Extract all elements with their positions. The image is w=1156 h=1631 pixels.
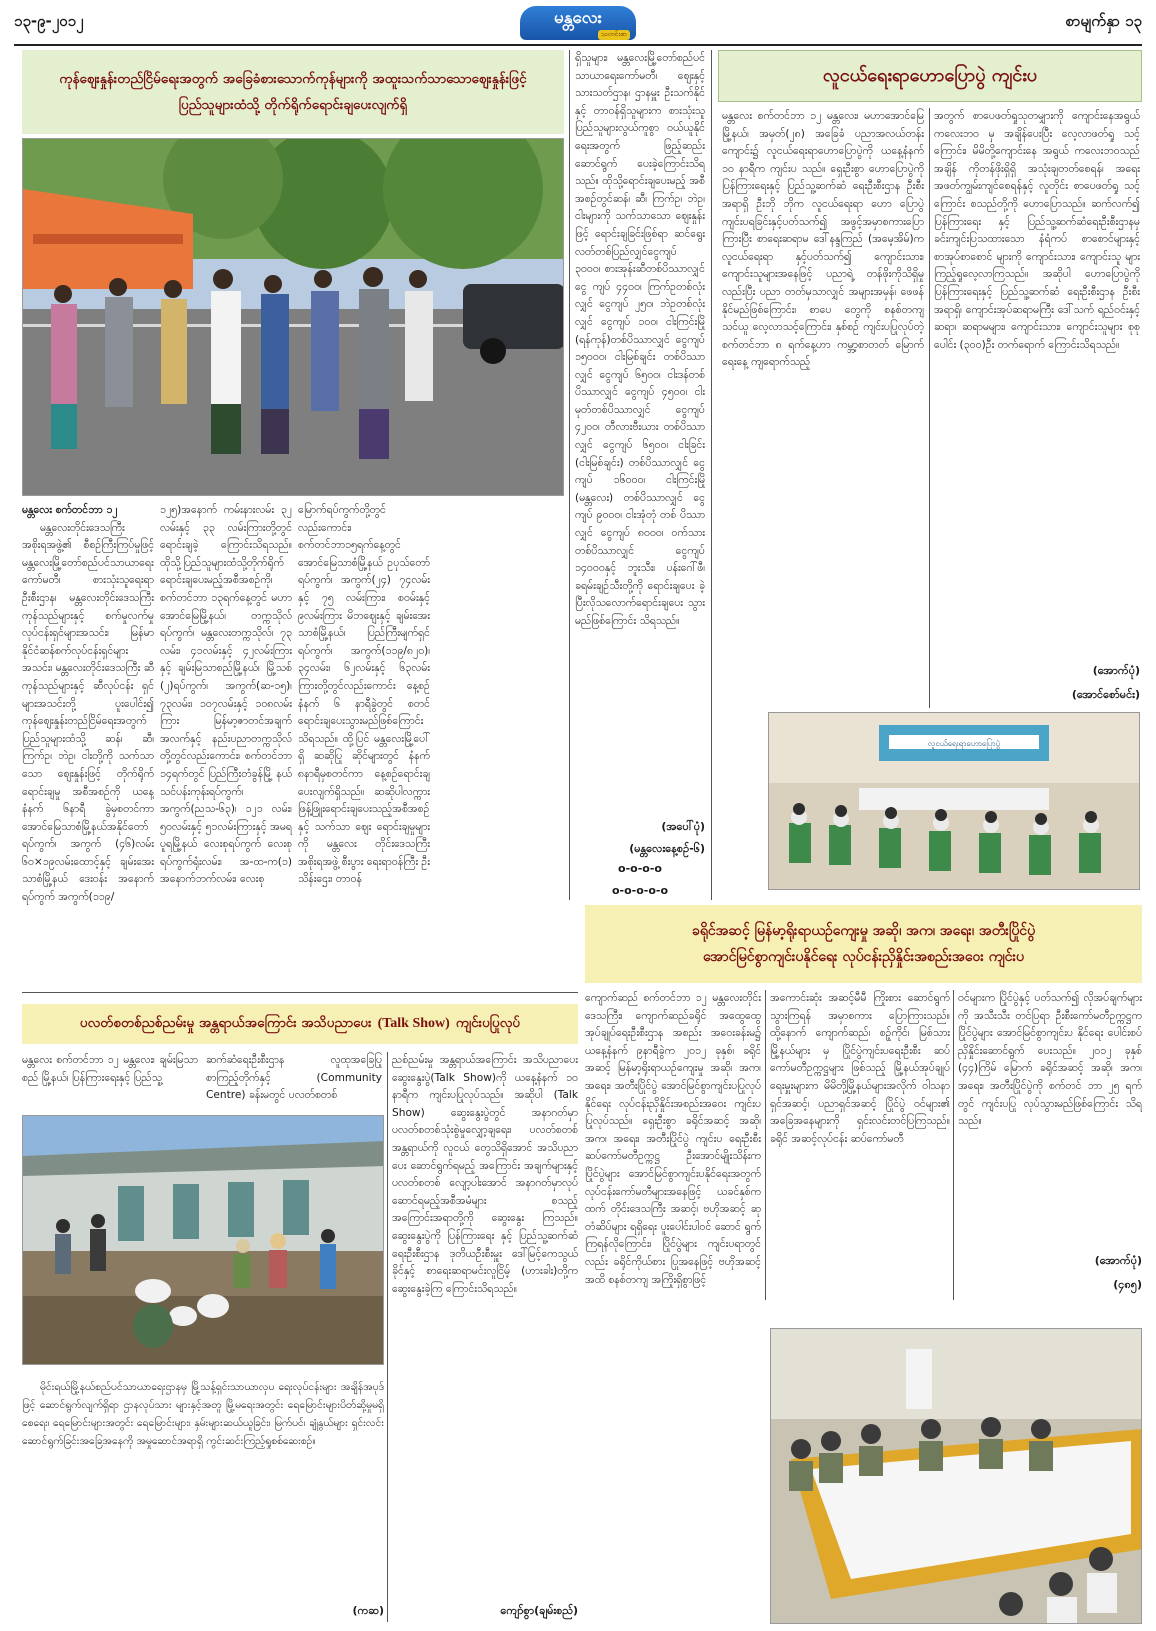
column-rule-a2 bbox=[711, 50, 712, 900]
article3-col2-text: အကောင်းဆုံး အဆင့်မီမီ ကြိုးစား ဆောင်ရွက်သွားကြရန် အမှာစကား ပြောကြားသည်။ ထို့နောက် ကျောက်ဆည်၊ စဉ့်ကိုင်၊ မြစ်သားမြို့နယ်များ မှ ပြိုင်ပွဲကျင်းပရေးဦးစီး ဆပ် ကော်မတီဥက္ကဋ္ဌများ ဖြစ်သည့် မြို့နယ်အုပ်ချုပ်ရေးမှူးများက မိမိတို့မြို့နယ်များအလိုက် ဝါသနာ ရှင်အဆင့်၊ ပညာရှင်အဆင့် ပြိုင်ပွဲ ဝင်များ၏ အခြေအနေများကို ရှင်းလင်းတင်ပြကြသည်။ ခရိုင် အဆင့်လုပ်ငန်း ဆပ်ကော်မတီ bbox=[770, 992, 950, 1145]
page-number: စာမျက်နှာ ၁၃ bbox=[1065, 12, 1142, 30]
article3-sig1: (အောက်ပုံ) bbox=[1094, 1254, 1142, 1267]
article4-col1-text: မန္တလေး စက်တင်ဘာ ၁၂ မန္တလေး၊ ချမ်းမြသာစည် မြို့နယ်၊ ပြန်ကြားရေးနှင့် ပြည်သူ့ bbox=[22, 1054, 198, 1084]
article3-col3 bbox=[958, 990, 1142, 1242]
article4-col1 bbox=[22, 1052, 198, 1110]
talk-event-image bbox=[769, 713, 1140, 890]
article4-col2-text: ဆက်ဆံရေးဦးစီးဌာန လူထုအခြေပြုစာကြည့်တိုက်နှင့် (Community Centre) ခန်းမတွင် ပလတ်စတစ် bbox=[206, 1054, 382, 1102]
article1-col2-text: ၁၂၅)အနောက် ကမ်းနားလမ်း ၃၂ လမ်းနှင့် ၃၃ လမ်းကြားတို့တွင် ရောင်းချခဲ့ ကြောင်းသိရသည်။ ထိုသို့ပြည်သူများထံသို့တိုက်ရိုက်ရောင်းချပေးမည့်အစီအစဉ်ကို၊ စက်တင်ဘာ ၁၃ရက်နေ့တွင် မဟာအောင်မြေမြို့နယ်၊ တက္ကသိုလ်ရပ်ကွက်၊ မန္တလေးတက္ကသိုလ်၊ ၇၃ လမ်း၊ ၄၁လမ်းနှင့် ၄၂လမ်းကြား နှင့် ချမ်းမြသာစည်မြို့နယ်၊ မြို့သစ် (၂)ရပ်ကွက်၊ အကွက်(ဆ-၁၅)၊ ၇၃လမ်း၊ ၁၀၇လမ်းနှင့် ၁၀၈လမ်း ကြား မြန်မာ့ဇာတင်အချက် အလက်နှင့် နည်းပညာတက္ကသိုလ် တို့တွင်လည်းကောင်း၊ စက်တင်ဘာ ၁၄ရက်တွင် ပြည်ကြီးတံခွန်မြို့ နယ် သင်ပန်းကုန်းရပ်ကွက်၊ အကွက်(ညသ-၆၃)၊ ၁၂၁ လမ်း၊ ၅၀လမ်းနှင့် ၅၁လမ်းကြားနှင့် အမရပူရမြို့နယ် လေးစုရပ်ကွက် လေးစု ရပ်ကွက်ရုံးလမ်း၊ အ-ထ-က(၁) အနောက်ဘက်လမ်း၊ လေးစု bbox=[160, 504, 292, 886]
market-scene-image bbox=[23, 139, 564, 496]
article2-headline-text: လူငယ်ရေးရာဟောပြောပွဲ ကျင်းပ bbox=[822, 64, 1038, 86]
article1-col4-block bbox=[575, 50, 705, 814]
article4-col2 bbox=[206, 1052, 382, 1110]
article4-headline-tail: ကျင်းပပြုလုပ် bbox=[455, 1015, 521, 1031]
article4-col3 bbox=[392, 1052, 578, 1600]
article4-headline bbox=[22, 1004, 578, 1044]
column-rule-a1 bbox=[569, 50, 570, 900]
column-rule-b1 bbox=[765, 990, 766, 1300]
issue-date: ၁၃-၉-၂၀၁၂ bbox=[14, 12, 84, 30]
drain-cleaning-image bbox=[23, 1116, 384, 1365]
article1-col3 bbox=[298, 502, 430, 982]
article3-col1-text: ကျောက်ဆည် စက်တင်ဘာ ၁၂ မန္တလေးတိုင်းဒေသကြီး၊ ကျောက်ဆည်ခရိုင် အထွေထွေ အုပ်ချုပ်ရေးဦးစီးဌာန အစည်း အဝေးခန်းမ၌ ယနေ့နံနက် ၉နာရီခွဲက ၂၀၁၂ ခုနှစ်၊ ခရိုင် အဆင့် မြန်မာ့ရိုးရာယဉ်ကျေးမှု အဆို၊ အက၊ အရေး၊ အတီးပြိုင်ပွဲ အောင်မြင်စွာကျင်းပပြုလုပ်နိုင်ရေး လုပ်ငန်းညှိနှိုင်းအစည်းအဝေး ကျင်းပပြုလုပ်သည်။ ရှေးဦးစွာ ခရိုင်အဆင့် အဆို၊ အက၊ အရေး၊ အတီးပြိုင်ပွဲ ကျင်းပ ရေးဦးစီးဆပ်ကော်မတီဥက္ကဋ္ဌ ဦးအောင်မျိုးသိန်းက ပြိုင်ပွဲများ အောင်မြင်စွာကျင်းပနိုင်ရေးအတွက် လုပ်ငန်းကော်မတီများအနေဖြင့် ယခင်နှစ်ကထက် တိုင်းဒေသကြီး အဆင့်၊ ဗဟိုအဆင့် ဆုတံဆိပ်များ ရရှိရေး ပူးပေါင်းပါဝင် ဆောင် ရွက်ကြရန်လိုကြောင်း၊ ပြိုင်ပွဲများ ကျင်းပရာတွင်လည်း ခရိုင်ကိုယ်စား ပြုအနေဖြင့် ဗဟိုအဆင့် အထိ စနစ်တကျ အကြိုးရှိစွာဖြင့် bbox=[585, 992, 761, 1286]
article4-headline-en: (Talk Show) bbox=[377, 1016, 450, 1031]
section-rule bbox=[22, 992, 578, 993]
header-rule bbox=[14, 44, 1142, 46]
column-rule-b2 bbox=[953, 990, 954, 1300]
article4-col3-text: ညစ်ညမ်းမှု အန္တရာယ်အကြောင်း အသိပညာပေး ဆွေးနွေးပွဲ(Talk Show)ကို ယနေ့နံနက် ၁၀ နာရီက ကျင်းပပြုလုပ်သည်။ အဆိုပါ (Talk Show) ဆွေးနွေးပွဲတွင် အနာဂတ်မှာ ပလတ်စတစ်သုံးစွဲမှုလျှော့ချရေး၊ ပလတ်စတစ်အန္တရာယ်ကို လူငယ် တွေသိရှိအောင် အသိပညာပေး ဆောင်ရွက်ရမည့် အကြောင်း အချက်များနှင့် ပလတ်စတစ် လျော့ပါးအောင် အနာဂတ်မှာလုပ် ဆောင်ရမည့်အစီအမံများ စသည့် အကြောင်းအရာတို့ကို ဆွေးနွေး ကြသည်။ ဆွေးနွေးပွဲကို ပြန်ကြားရေး နှင့် ပြည်သူ့ဆက်ဆံရေးဦးစီးဌာန ဒုတိယဦးစီးမှူး ဒေါ်မြင့်ကေသွယ် ခိုင်နှင့် စာရေးဆရာမင်းလူငြိမ့် (ဟားခါး)တို့က ဆွေးနွေးခဲ့ကြ ကြောင်းသိရသည်။ bbox=[392, 1054, 578, 1295]
article4-photo bbox=[22, 1115, 384, 1365]
article2-headline bbox=[718, 50, 1142, 102]
article3-col1 bbox=[585, 990, 761, 1626]
article2-col1 bbox=[722, 108, 924, 696]
article4-photo-caption bbox=[22, 1378, 384, 1598]
article4-caption-text: မိုင်းရယ်မြို့နယ်စည်ပင်သာယာရေးဌာနမှ မြို့သန့်ရှင်းသာယာလှပ ရေးလုပ်ငန်းများ အချိန်အပုဒ်ဖြင့် ဆောင်ရွက်လျက်ရှိရာ ဌာနလုပ်သား များနှင့်အတူ မြို့မရေးအတွင်း ရေမြောင်းများပိတ်ဆို့မှုမရှိစေရေး၊ ရေမြောင်းများအတွင်း ရေမြောင်းများ၊ နှမ်းများဆယ်ယူခြင်း၊ မြက်ပင်၊ ချုံနွယ်များ ရှင်းလင်းဆောင်ရွက်ခြင်းအခြေအနေကို အမှုဆောင်အရာရှိ ကွင်းဆင်းကြည့်ရှုစစ်ဆေးစဉ်။ bbox=[22, 1381, 384, 1447]
article4-headline-main: ပလတ်စတစ်ညစ်ညမ်းမှု အန္တရာယ်အကြောင်း အသိပညာပေး bbox=[79, 1015, 372, 1031]
article3-headline-line1: ခရိုင်အဆင့် မြန်မာ့ရိုးရာယဉ်ကျေးမှု အဆို၊ အက၊ အရေး၊ အတီးပြိုင်ပွဲ bbox=[691, 923, 1036, 939]
masthead-logo bbox=[520, 6, 636, 40]
article1-col1-text: မန္တလေးတိုင်းဒေသကြီး အစိုးရအဖွဲ့၏ စီစဉ်ကြီးကြပ်မှုဖြင့် မန္တလေးမြို့တော်စည်ပင်သာယာရေးကော်မတီ၊ စားသုံးသူရေးရာ ဦးစီးဌာန၊ မန္တလေးတိုင်းဒေသကြီး ကုန်သည်များနှင့် စက်မှုလက်မှု လုပ်ငန်းရှင်များအသင်း၊ မြန်မာ နိုင်ငံဆန်စက်လုပ်ငန်းရှင်များ အသင်း၊ မန္တလေးတိုင်းဒေသကြီး ဆီကုန်သည်များနှင့် ဆီလုပ်ငန်း ရှင်များအသင်းတို့ ပူးပေါင်း၍ ကုန်ဈေးနှုန်းတည်ငြိမ်ရေးအတွက် ပြည်သူများထံသို့ ဆန်၊ ဆီ၊ ကြက်ဥ၊ ဘဲဥ၊ ငါးတို့ကို သက်သာသော ဈေးနှုန်းဖြင့် တိုက်ရိုက်ရောင်းချမှု အစီအစဉ်ကို ယနေ့ နံနက် ၆နာရီ ခွဲမှစတင်ကာ အောင်မြေသာစံမြို့နယ်အနိုင်တော်ရပ်ကွက်၊ အကွက် (၄၆)လမ်း ၆၀×၁၉လမ်းထောင့်နှင့် ချမ်းအေးသာစံမြို့နယ် ဒေးဝန်း အနောက်ရပ်ကွက် အကွက်(၁၁၉/ bbox=[22, 521, 154, 904]
article3-col3-text: ဝင်များက ပြိုင်ပွဲနှင့် ပတ်သက်၍ လိုအပ်ချက်များကို အသီးသီး တင်ပြရာ ဦးစီးကော်မတီဥက္ကဋ္ဌက ပြိုင်ပွဲများ အောင်မြင်စွာကျင်းပ နိုင်ရေး ပေါင်းစပ်ညှိနှိုင်းဆောင်ရွက် ပေးသည်။ ၂၀၁၂ ခုနှစ် (၄၄)ကြိမ် မြောက် ခရိုင်အဆင့် အဆို၊ အက၊ အရေး၊ အတီးပြိုင်ပွဲကို စက်တင် ဘာ ၂၅ ရက်တွင် ကျင်းပပြု လုပ်သွားမည်ဖြစ်ကြောင်း သိရ သည်။ bbox=[958, 992, 1142, 1128]
article1-divider1: o-o-o-o bbox=[618, 862, 662, 875]
article1-col3-text: မြောက်ရပ်ကွက်တို့တွင် လည်းကောင်း၊ စက်တင်ဘာ၁၅ရက်နေ့တွင် အောင်မြေသာစံမြို့နယ် ဥပုသ်တော်ရပ်ကွက်၊ အကွက်(၂၄) ၇၄လမ်းနှင့် ၇၅ လမ်းကြား၊ စဝမ်းနှင့် ၉လမ်းကြား မိဘဈေးနှင့် ချမ်းအေးသာစံမြို့နယ်၊ ပြည်ကြီးမျက်ရှင် ရပ်ကွက်၊ အကွက်(၁၁၉/၈၂၀)၊ ၃၄လမ်း၊ ၆၂လမ်းနှင့် ၆၃လမ်း ကြားတို့တွင်လည်းကောင်း နေ့စဉ် နံနက် ၆ နာရီခွဲတွင် စတင် ရောင်းချပေးသွားမည်ဖြစ်ကြောင်း သိရသည်။ ထို့ပြင် မန္တလေးမြို့ပေါ်ရှိ ဆဆိုပြု ဆိုင်များတွင် နံနက် ၈နာရီမှစတင်ကာ နေ့စဉ်ရောင်းချ ပေးလျက်ရှိသည်။ ဆဆိုပါလက္ကားဖြန့်ဖြူးရောင်းချပေးသည့်အစီအစဉ်နှင့် သက်သာ ဈေး ရောင်းချမှုများကို မန္တလေး တိုင်းဒေသကြီးအစိုးရအဖွဲ့ စီးပွား ရေးရာဝန်ကြီး ဦးသိန်းဌေး၊ တာဝန် bbox=[298, 504, 430, 886]
article2-sig2: (အောင်စော်မင်း) bbox=[1071, 688, 1140, 701]
page-header bbox=[0, 0, 1156, 46]
article2-photo bbox=[768, 712, 1140, 890]
article1-col2 bbox=[160, 502, 292, 982]
article2-col2 bbox=[934, 108, 1140, 660]
column-rule-a3 bbox=[929, 108, 930, 708]
article1-sig1: (အပေါ်ပုံ) bbox=[661, 820, 705, 833]
article1-dateline: မန္တလေး စက်တင်ဘာ ၁၂ bbox=[22, 504, 118, 516]
article3-sig2: (၄၈၅) bbox=[1113, 1278, 1142, 1291]
article3-headline bbox=[585, 905, 1142, 983]
article1-headline-line2: ပြည်သူများထံသို့ တိုက်ရိုက်ရောင်းချပေးလျက်ရှိ bbox=[178, 97, 408, 113]
article1-headline-line1: ကုန်ဈေးနှုန်းတည်ငြိမ်ရေးအတွက် အခြေခံစားသောက်ကုန်များကို အထူးသက်သာသောဈေးနှုန်းဖြင့် bbox=[59, 71, 527, 87]
article4-sig: ကျော်စွာ(ချမ်းစည်) bbox=[500, 1604, 578, 1617]
article2-col2-text: အတွက် စာပေဖတ်ရှုသုတမျှားကို ကျောင်းနေအရွယ် ကလေးဘဝ မှ အချိန်ပေးပြီး လေ့လာဖတ်ရှု သင့်ကြောင်း၊ မိမိတို့ကျောင်းနေ အရွယ် ကလေးဘဝသည် အချိန် ကိုတန်ဖိုးရှိရှိ အသုံးချတတ်စေရန်၊ အရေးအဖတ်ကျွမ်းကျင်စေရန်နှင့် လူတိုင်း စာပေဖတ်ရှု သင့်ကြောင်း စသည်တို့ကို ဟောပြောသည်။ ဆက်လက်၍ ပြန်ကြားရေး နှင့် ပြည်သူ့ဆက်ဆံရေးဦးစီးဌာနမှ ခင်းကျင်းပြသထားသော နံရံကပ် စာစောင်များနှင့် စာအုပ်စာစောင် များကို ကျောင်းသား၊ ကျောင်းသူ များ ကြည့်ရှုလေ့လာကြသည်။ အဆိုပါ ဟောပြောပွဲကို ပြန်ကြားရေးနှင့် ပြည်သူ့ဆက်ဆံ ရေးဦးစီးဌာန ဦးစီးအရာရှိ၊ ကျောင်းအုပ်ဆရာမကြီး ဒေါ်သက် ရည်ဝင်းနှင့် ဆရာ၊ ဆရာမများ၊ ကျောင်းသား၊ ကျောင်းသူများ စုစု ပေါင်း (၃၀၀)ဦး တက်ရောက် ကြောင်းသိရသည်။ bbox=[934, 110, 1140, 351]
banner-text: လူငယ်ရေးရာဟောပြောပွဲ bbox=[927, 739, 1001, 748]
article1-sig2: (မန္တလေးနေ့စဉ်-၆) bbox=[629, 842, 705, 855]
article1-col4-text: ရှိသူများ၊ မန္တလေးမြို့တော်စည်ပင် သာယာရေးကော်မတီ၊ ဈေးနှင့် သားသတ်ဌာန၊ ဌာနမှူး ဦးသက်နိုင်နှင့် တာဝန်ရှိသူများက စားသုံးသူ ပြည်သူများလွယ်ကူစွာ ဝယ်ယူနိုင် ရေးအတွက် ဖြည့်ဆည်းဆောင်ရွက် ပေးခဲ့ကြောင်းသိရသည်။ ထိုသို့ရောင်းချပေးမည့် အစီ အစဉ်တွင်ဆန်၊ ဆီ၊ ကြက်ဥ၊ ဘဲဥ၊ ငါးများကို သက်သာသော ဈေးနှုန်း ဖြင့် ရောင်းချခြင်းဖြစ်ရာ ဆင်ရွေး လတ်တစ်ပြည်လျှင်ငွေကျပ် ၃၀၀၀၊ စားအုန်းဆီတစ်ပိဿာလျှင် ငွေ ကျပ် ၄၄၀၀၊ ကြက်ဥတစ်လုံးလျှင် ငွေကျပ် ၂၅၀၊ ဘဲဥတစ်လုံးလျှင် ငွေကျပ် ၁၀၀၊ ငါးကြင်းမြို (ရန်ကုန်)တစ်ပိဿာလျှင် ငွေကျပ် ၁၅၀၀၀၊ ငါးမြစ်ချင်း တစ်ပိဿာ လျှင် ငွေကျပ် ၆၅၀၀၊ ငါးဒန်တစ် ပိဿာလျှင် ငွေကျပ် ၄၅၀၀၊ ငါး မုတ်တစ်ပိဿာလျှင် ငွေကျပ် ၄၂၀၀၊ တီလားဗီးယား တစ်ပိဿာ လျှင် ငွေကျပ် ၆၅၀၀၊ ငါးခြင်း (ငါးမြစ်ချင်း) တစ်ပိဿာလျှင် ငွေ ကျပ် ၁၆၀၀၀၊ ငါးကြင်းမြို (မန္တလေး) တစ်ပိဿာလျှင် ငွေ ကျပ် ၉၀၀၀၊ ငါးအုံတုံ တစ် ပိဿာလျှင် ငွေကျပ် ၈၀၀၀၊ ဝက်သား တစ်ပိဿာလျှင် ငွေကျပ် ၁၄၀၀၀နှင့် ဘူးသီး၊ ပန်းဂေါ်ဖီ၊ ခရမ်းချဉ်သီးတို့ကို ရောင်းချပေး ခဲ့ပြီးလိုသလောက်ရောင်းချပေး သွားမည်ဖြစ်ကြောင်း သိရသည်။ bbox=[575, 52, 705, 627]
masthead-subtitle: သတင်းစာ bbox=[598, 30, 630, 40]
article3-col2 bbox=[770, 990, 950, 1302]
column-rule-c1 bbox=[387, 1052, 388, 1622]
article4-caption-sig: (ကဆ) bbox=[352, 1604, 384, 1617]
article3-headline-line2: အောင်မြင်စွာကျင်းပနိုင်ရေး လုပ်ငန်းညှိနှိုင်းအစည်းအဝေး ကျင်းပ bbox=[702, 949, 1024, 965]
article1-photo bbox=[22, 138, 564, 496]
masthead-title: မန္တလေး bbox=[554, 8, 602, 28]
article2-sig1: (အောက်ပုံ) bbox=[1092, 664, 1140, 677]
article3-photo bbox=[770, 1328, 1142, 1624]
article2-col1-text: မန္တလေး စက်တင်ဘာ ၁၂ မန္တလေး၊ မဟာအောင်မြေ မြို့နယ်၊ အမှတ်(၂၈) အခြေခံ ပညာအလယ်တန်းကျောင်း၌ လူငယ်ရေးရာဟောပြောပွဲကို ယနေ့နံနက် ၁၀ နာရီက ကျင်းပ သည်။ ရှေးဦးစွာ ဟောပြောပွဲကို ပြန်ကြားရေးနှင့် ပြည်သူ့ဆက်ဆံ ရေးဦးစီးဌာန ဦးစီးအရာရှိ ဦးဘို ဘိုက လူငယ်ရေးရာ ဟော ပြောပွဲကျင်းပရခြင်းနှင့်ပတ်သက်၍ အဖွင့်အမှာစကားပြောကြားပြီး စာရေးဆရာမ ဒေါ်နန္ဒကြည် (အမေ့အိမ်)က လူငယ်ရေးရာ နှင့်ပတ်သက်၍ ကျောင်းသား၊ ကျောင်းသူများအနေဖြင့် ပညာရဲ့ တန်ဖိုးကိုသိရှိမှုလည်းပြီး ပညာ တတ်မှသာလျှင် အများအမှန်၊ ဖေဖန်နိုင်မည်ဖြစ်ကြောင်း၊ စာပေ တွေကို စနစ်တကျ သင်ယူ လေ့လာသင့်ကြောင်း၊ နှစ်စဉ် ကျင်းပပြုလုပ်တဲ့ စက်တင်ဘာ ၈ ရက်နေ့ဟာ ကမ္ဘာ့စာတတ် မြောက်ရေးနေ့ ကျရောက်သည့် bbox=[722, 110, 924, 369]
article1-divider2: o-o-o-o-o bbox=[611, 884, 669, 897]
article1-headline bbox=[22, 50, 564, 134]
meeting-image bbox=[771, 1329, 1142, 1624]
article1-col1 bbox=[22, 502, 154, 982]
